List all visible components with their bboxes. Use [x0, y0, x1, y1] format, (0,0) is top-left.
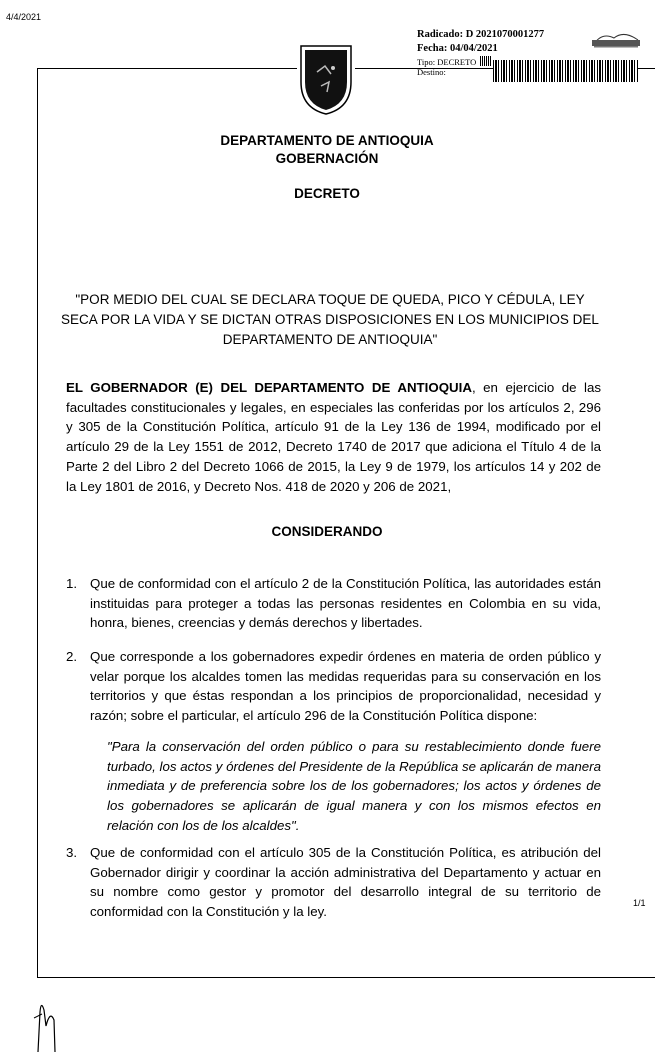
- considerando-heading: CONSIDERANDO: [271, 524, 383, 539]
- list-item: [66, 647, 601, 726]
- item-number: 1.: [66, 576, 78, 591]
- barcode: [493, 60, 638, 82]
- item-text: Que corresponde a los gobernadores expedir órdenes en materia de orden público y velar porque los alcaldes tomen las medidas requeridas para su conservación en los territorios y que éstas respondan a los principios de proporcionalidad, necesidad y razón; sobre el particular, el artículo 296 de la Constitución Política dispone:: [90, 649, 601, 724]
- item-number: 3.: [66, 845, 78, 860]
- list-item: [66, 843, 601, 922]
- coat-of-arms-icon: [297, 42, 355, 116]
- preamble-body: , en ejercicio de las facultades constitucionales y legales, en especiales las conferidas por los artículos 2, 296 y 305 de la Constitución Política, artículo 91 de la Ley 136 de 1994, modificado por el artículo 29 de la Ley 1551 de 2012, Decreto 1740 de 2017 que adiciona el Título 4 de la Parte 2 del Libro 2 del Decreto 1066 de 2015, la Ley 9 de 1979, los artículos 14 y 202 de la Ley 1801 de 2016, y Decreto Nos. 418 de 2020 y 206 de 2021,: [66, 380, 601, 494]
- preamble-paragraph: [66, 378, 601, 496]
- list-item: [66, 574, 601, 633]
- decree-title: "POR MEDIO DEL CUAL SE DECLARA TOQUE DE QUEDA, PICO Y CÉDULA, LEY SECA POR LA VIDA Y SE DICTAN OTRAS DISPOSICIONES EN LOS MUNICIPIOS DEL DEPARTAMENTO DE ANTIOQUIA": [61, 292, 599, 347]
- item-text: Que de conformidad con el artículo 2 de la Constitución Política, las autoridades están instituidas para proteger a todas las personas residentes en Colombia en su vida, honra, bienes, creencias y demás derechos y libertades.: [90, 576, 601, 631]
- doc-type-heading: DECRETO: [294, 186, 360, 201]
- fecha-label: Fecha: 04/04/2021: [417, 43, 498, 54]
- stamp-icon: [592, 30, 640, 48]
- initials-signature: [30, 996, 64, 1054]
- tipo-label: Tipo: DECRETO: [417, 57, 477, 67]
- radicado-label: Radicado: D 2021070001277: [417, 29, 545, 40]
- print-date: 4/4/2021: [6, 12, 42, 22]
- page-count: 1/1: [633, 898, 646, 908]
- preamble-lead: EL GOBERNADOR (E) DEL DEPARTAMENTO DE ANTIOQUIA: [66, 380, 472, 395]
- department-heading: DEPARTAMENTO DE ANTIOQUIA: [220, 133, 434, 148]
- document-frame: [37, 68, 655, 978]
- office-heading: GOBERNACIÓN: [275, 151, 379, 166]
- constitution-quote: "Para la conservación del orden público o para su restablecimiento donde fuere turbado, los actos y órdenes del Presidente de la República se aplicarán de manera inmediata y de preferencia sobre los de los gobernadores; los actos y órdenes de los gobernadores se aplicarán de igual manera y con los mismos efectos en relación con los de los alcaldes".: [107, 739, 601, 833]
- barcode-small: [480, 56, 492, 66]
- destino-label: Destino:: [417, 67, 446, 77]
- item-text: Que de conformidad con el artículo 305 de la Constitución Política, es atribución del Gobernador dirigir y coordinar la acción administrativa del Departamento y actuar en su nombre como gestor y promotor del desarrollo integral de su territorio de conformidad con la Constitución y la ley.: [90, 845, 601, 920]
- item-number: 2.: [66, 649, 78, 664]
